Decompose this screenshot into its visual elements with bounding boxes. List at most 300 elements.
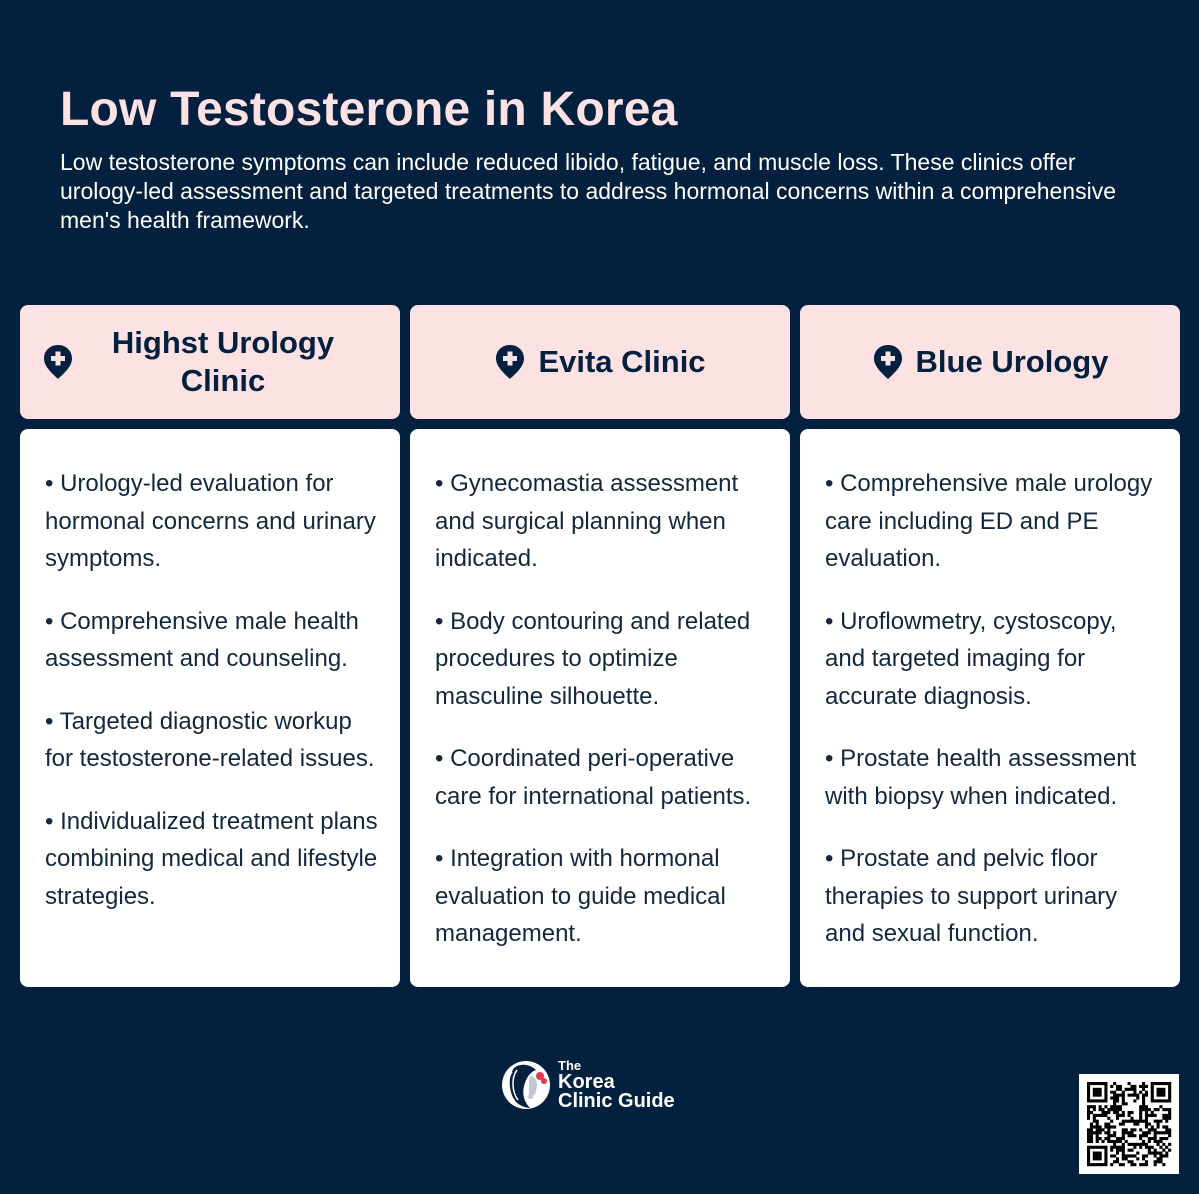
qr-module (1145, 1134, 1148, 1137)
qr-module (1136, 1094, 1139, 1097)
qr-module (1151, 1096, 1154, 1099)
qr-module (1122, 1131, 1125, 1134)
qr-module (1162, 1108, 1165, 1111)
clinic-details-blue (800, 429, 1180, 987)
clinic-header-blue (800, 305, 1180, 419)
qr-module (1157, 1088, 1160, 1091)
list-item: • Urology-led evaluation for hormonal concerns and urinary symptoms. (45, 470, 376, 572)
qr-module (1101, 1082, 1104, 1085)
qr-module (1107, 1123, 1110, 1126)
qr-module (1107, 1111, 1110, 1114)
qr-module (1101, 1111, 1104, 1114)
qr-module (1165, 1125, 1168, 1128)
qr-module (1133, 1099, 1136, 1102)
qr-module (1159, 1088, 1162, 1091)
qr-module (1139, 1111, 1142, 1114)
qr-module (1133, 1134, 1136, 1137)
qr-module (1128, 1082, 1131, 1085)
qr-module (1159, 1137, 1162, 1140)
qr-module (1122, 1091, 1125, 1094)
location-pin-plus-icon (494, 344, 526, 380)
qr-module (1122, 1094, 1125, 1097)
qr-module (1113, 1096, 1116, 1099)
qr-module (1157, 1099, 1160, 1102)
qr-module (1151, 1125, 1154, 1128)
qr-module (1157, 1143, 1160, 1146)
qr-module (1116, 1152, 1119, 1155)
qr-module (1116, 1140, 1119, 1143)
qr-module (1154, 1120, 1157, 1123)
qr-module (1133, 1163, 1136, 1166)
qr-module (1142, 1088, 1145, 1091)
qr-module (1104, 1131, 1107, 1134)
qr-module (1107, 1125, 1110, 1128)
qr-module (1113, 1140, 1116, 1143)
qr-module (1110, 1108, 1113, 1111)
qr-module (1139, 1146, 1142, 1149)
brand-logo (500, 1058, 675, 1112)
qr-module (1107, 1117, 1110, 1120)
qr-module (1139, 1105, 1142, 1108)
qr-module (1159, 1131, 1162, 1134)
qr-module (1145, 1085, 1148, 1088)
qr-module (1099, 1091, 1102, 1094)
qr-module (1133, 1146, 1136, 1149)
qr-module (1148, 1108, 1151, 1111)
qr-module (1165, 1131, 1168, 1134)
qr-module (1136, 1152, 1139, 1155)
list-item: • Comprehensive male urology care including ED and PE evaluation. (825, 470, 1153, 572)
qr-module (1087, 1088, 1090, 1091)
page-intro: Low testosterone symptoms can include reduced libido, fatigue, and muscle loss. These clinics offer urology-led assessment and targeted treatments to address hormonal concerns within a comprehensive men's health framework. (60, 149, 1117, 233)
qr-module (1122, 1137, 1125, 1140)
qr-module (1159, 1091, 1162, 1094)
qr-module (1093, 1082, 1096, 1085)
qr-module (1151, 1128, 1154, 1131)
qr-module (1096, 1091, 1099, 1094)
qr-module (1165, 1108, 1168, 1111)
qr-module (1162, 1149, 1165, 1152)
qr-module (1157, 1123, 1160, 1126)
qr-module (1142, 1085, 1145, 1088)
clinic-name: Highst Urology Clinic (111, 325, 335, 398)
qr-module (1107, 1140, 1110, 1143)
logo-face-icon (500, 1058, 552, 1112)
qr-module (1142, 1140, 1145, 1143)
qr-module (1168, 1094, 1171, 1097)
list-item: • Targeted diagnostic workup for testosterone-related issues. (45, 707, 375, 772)
qr-module (1165, 1114, 1168, 1117)
qr-module (1159, 1157, 1162, 1160)
qr-module (1087, 1094, 1090, 1097)
qr-module (1090, 1111, 1093, 1114)
qr-module (1093, 1125, 1096, 1128)
qr-module (1099, 1082, 1102, 1085)
qr-module (1142, 1134, 1145, 1137)
qr-module (1157, 1140, 1160, 1143)
qr-module (1145, 1108, 1148, 1111)
qr-module (1142, 1094, 1145, 1097)
qr-module (1119, 1137, 1122, 1140)
qr-module (1168, 1099, 1171, 1102)
qr-module (1162, 1088, 1165, 1091)
qr-module (1099, 1163, 1102, 1166)
qr-module (1104, 1149, 1107, 1152)
list-item: • Prostate health assessment with biopsy when indicated. (825, 745, 1137, 810)
qr-module (1133, 1120, 1136, 1123)
qr-module (1090, 1137, 1093, 1140)
qr-module (1142, 1157, 1145, 1160)
qr-module (1107, 1108, 1110, 1111)
qr-module (1128, 1111, 1131, 1114)
qr-module (1093, 1117, 1096, 1120)
qr-module (1130, 1111, 1133, 1114)
qr-module (1154, 1099, 1157, 1102)
qr-module (1093, 1099, 1096, 1102)
qr-module (1128, 1134, 1131, 1137)
qr-module (1087, 1114, 1090, 1117)
qr-module (1122, 1096, 1125, 1099)
list-item: • Individualized treatment plans combining medical and lifestyle strategies. (45, 807, 378, 910)
qr-module (1125, 1131, 1128, 1134)
qr-module (1130, 1143, 1133, 1146)
qr-module (1154, 1154, 1157, 1157)
qr-module (1116, 1157, 1119, 1160)
qr-module (1087, 1117, 1090, 1120)
qr-module (1154, 1082, 1157, 1085)
qr-module (1104, 1082, 1107, 1085)
qr-module (1145, 1111, 1148, 1114)
qr-module (1128, 1160, 1131, 1163)
qr-module (1119, 1163, 1122, 1166)
qr-module (1090, 1128, 1093, 1131)
qr-module (1113, 1099, 1116, 1102)
qr-module (1130, 1085, 1133, 1088)
qr-module (1162, 1154, 1165, 1157)
qr-module (1148, 1131, 1151, 1134)
qr-module (1107, 1128, 1110, 1131)
qr-module (1096, 1163, 1099, 1166)
qr-module (1130, 1160, 1133, 1163)
qr-module (1087, 1152, 1090, 1155)
qr-module (1093, 1114, 1096, 1117)
qr-module (1168, 1088, 1171, 1091)
qr-module (1119, 1085, 1122, 1088)
qr-module (1110, 1154, 1113, 1157)
qr-module (1139, 1143, 1142, 1146)
qr-module (1099, 1157, 1102, 1160)
qr-module (1148, 1140, 1151, 1143)
qr-module (1162, 1163, 1165, 1166)
clinic-columns (20, 305, 1180, 987)
qr-module (1116, 1108, 1119, 1111)
qr-code-icon (1079, 1074, 1179, 1174)
qr-module (1104, 1096, 1107, 1099)
qr-module (1151, 1152, 1154, 1155)
qr-module (1157, 1108, 1160, 1111)
qr-module (1168, 1111, 1171, 1114)
qr-module (1087, 1146, 1090, 1149)
qr-module (1099, 1088, 1102, 1091)
qr-module (1122, 1152, 1125, 1155)
qr-module (1096, 1154, 1099, 1157)
qr-module (1136, 1157, 1139, 1160)
qr-module (1142, 1082, 1145, 1085)
qr-module (1093, 1088, 1096, 1091)
qr-module (1087, 1082, 1090, 1085)
qr-module (1093, 1120, 1096, 1123)
qr-module (1104, 1157, 1107, 1160)
qr-module (1099, 1108, 1102, 1111)
qr-module (1154, 1163, 1157, 1166)
qr-module (1116, 1117, 1119, 1120)
qr-module (1168, 1143, 1171, 1146)
qr-module (1101, 1128, 1104, 1131)
qr-module (1116, 1137, 1119, 1140)
qr-module (1162, 1117, 1165, 1120)
qr-module (1116, 1096, 1119, 1099)
qr-module (1128, 1114, 1131, 1117)
qr-module (1168, 1114, 1171, 1117)
qr-module (1165, 1152, 1168, 1155)
list-item: • Uroflowmetry, cystoscopy, and targeted imaging for accurate diagnosis. (825, 607, 1117, 710)
qr-module (1113, 1094, 1116, 1097)
qr-module (1159, 1146, 1162, 1149)
qr-module (1104, 1163, 1107, 1166)
qr-module (1096, 1131, 1099, 1134)
qr-module (1122, 1123, 1125, 1126)
qr-module (1113, 1154, 1116, 1157)
qr-module (1099, 1114, 1102, 1117)
qr-module (1168, 1096, 1171, 1099)
qr-module (1165, 1117, 1168, 1120)
qr-module (1099, 1125, 1102, 1128)
qr-module (1162, 1143, 1165, 1146)
clinic-header-highst (20, 305, 400, 419)
qr-module (1099, 1146, 1102, 1149)
qr-module (1096, 1123, 1099, 1126)
qr-module (1145, 1105, 1148, 1108)
qr-module (1116, 1149, 1119, 1152)
qr-module (1110, 1120, 1113, 1123)
qr-module (1087, 1157, 1090, 1160)
qr-module (1104, 1114, 1107, 1117)
qr-module (1087, 1096, 1090, 1099)
qr-module (1151, 1082, 1154, 1085)
clinic-column-blue (800, 305, 1180, 987)
qr-module (1139, 1120, 1142, 1123)
qr-module (1090, 1105, 1093, 1108)
qr-module (1116, 1099, 1119, 1102)
qr-module (1145, 1154, 1148, 1157)
qr-module (1130, 1163, 1133, 1166)
qr-module (1142, 1102, 1145, 1105)
qr-module (1116, 1114, 1119, 1117)
qr-module (1093, 1131, 1096, 1134)
qr-module (1148, 1137, 1151, 1140)
qr-module (1119, 1105, 1122, 1108)
list-item: • Body contouring and related procedures to optimize masculine silhouette. (435, 607, 751, 710)
qr-module (1090, 1131, 1093, 1134)
qr-module (1139, 1108, 1142, 1111)
qr-module (1087, 1128, 1090, 1131)
qr-module (1165, 1128, 1168, 1131)
qr-module (1104, 1085, 1107, 1088)
qr-module (1162, 1099, 1165, 1102)
qr-module (1119, 1146, 1122, 1149)
qr-module (1096, 1157, 1099, 1160)
qr-module (1139, 1163, 1142, 1166)
qr-module (1090, 1082, 1093, 1085)
qr-module (1113, 1111, 1116, 1114)
qr-module (1165, 1082, 1168, 1085)
qr-module (1128, 1131, 1131, 1134)
qr-module (1162, 1094, 1165, 1097)
qr-module (1116, 1085, 1119, 1088)
qr-module (1139, 1117, 1142, 1120)
location-pin-plus-icon (42, 344, 74, 380)
clinic-details-highst (20, 429, 400, 987)
qr-module (1168, 1108, 1171, 1111)
qr-module (1168, 1134, 1171, 1137)
qr-module (1162, 1091, 1165, 1094)
qr-module (1122, 1099, 1125, 1102)
qr-module (1087, 1149, 1090, 1152)
qr-module (1093, 1152, 1096, 1155)
qr-module (1162, 1082, 1165, 1085)
qr-module (1090, 1140, 1093, 1143)
qr-module (1125, 1128, 1128, 1131)
clinic-name: Blue Urology (915, 344, 1109, 379)
qr-module (1122, 1111, 1125, 1114)
qr-module (1104, 1105, 1107, 1108)
qr-module (1096, 1128, 1099, 1131)
qr-module (1104, 1111, 1107, 1114)
qr-module (1154, 1134, 1157, 1137)
qr-module (1093, 1105, 1096, 1108)
qr-module (1107, 1131, 1110, 1134)
qr-module (1104, 1154, 1107, 1157)
qr-module (1168, 1085, 1171, 1088)
qr-module (1122, 1114, 1125, 1117)
qr-module (1154, 1149, 1157, 1152)
qr-module (1113, 1082, 1116, 1085)
qr-module (1087, 1154, 1090, 1157)
qr-module (1145, 1114, 1148, 1117)
qr-module (1168, 1091, 1171, 1094)
qr-module (1154, 1128, 1157, 1131)
qr-module (1087, 1105, 1090, 1108)
qr-module (1159, 1082, 1162, 1085)
qr-module (1090, 1163, 1093, 1166)
qr-module (1104, 1091, 1107, 1094)
qr-module (1162, 1114, 1165, 1117)
qr-module (1087, 1160, 1090, 1163)
qr-module (1096, 1120, 1099, 1123)
qr-module (1145, 1123, 1148, 1126)
qr-module (1142, 1143, 1145, 1146)
list-item: • Prostate and pelvic floor therapies to support urinary and sexual function. (825, 845, 1118, 947)
qr-module (1090, 1134, 1093, 1137)
qr-module (1087, 1140, 1090, 1143)
qr-module (1154, 1152, 1157, 1155)
qr-module (1145, 1091, 1148, 1094)
qr-module (1087, 1085, 1090, 1088)
qr-module (1104, 1152, 1107, 1155)
qr-module (1151, 1114, 1154, 1117)
qr-module (1099, 1094, 1102, 1097)
qr-module (1139, 1091, 1142, 1094)
qr-module (1101, 1146, 1104, 1149)
qr-module (1119, 1114, 1122, 1117)
qr-module (1165, 1146, 1168, 1149)
qr-module (1101, 1099, 1104, 1102)
qr-module (1142, 1096, 1145, 1099)
qr-module (1119, 1123, 1122, 1126)
qr-module (1142, 1154, 1145, 1157)
list-item: • Gynecomastia assessment and surgical planning when indicated. (435, 470, 739, 572)
qr-module (1099, 1105, 1102, 1108)
qr-module (1151, 1088, 1154, 1091)
qr-module (1096, 1088, 1099, 1091)
clinic-name: Evita Clinic (538, 344, 706, 379)
qr-module (1087, 1163, 1090, 1166)
qr-module (1148, 1146, 1151, 1149)
qr-module (1113, 1134, 1116, 1137)
qr-module (1096, 1134, 1099, 1137)
qr-module (1159, 1160, 1162, 1163)
qr-module (1151, 1111, 1154, 1114)
qr-module (1113, 1125, 1116, 1128)
qr-module (1168, 1117, 1171, 1120)
qr-module (1110, 1105, 1113, 1108)
logo-the: The (558, 1058, 582, 1073)
qr-module (1116, 1160, 1119, 1163)
qr-module (1154, 1137, 1157, 1140)
qr-module (1096, 1099, 1099, 1102)
qr-module (1125, 1088, 1128, 1091)
clinic-header-evita (410, 305, 790, 419)
qr-module (1128, 1154, 1131, 1157)
qr-module (1113, 1091, 1116, 1094)
qr-module (1110, 1163, 1113, 1166)
qr-module (1157, 1160, 1160, 1163)
qr-module (1104, 1088, 1107, 1091)
qr-module (1104, 1160, 1107, 1163)
qr-module (1145, 1143, 1148, 1146)
qr-module (1148, 1152, 1151, 1155)
qr-module (1145, 1120, 1148, 1123)
qr-module (1148, 1123, 1151, 1126)
qr-module (1087, 1137, 1090, 1140)
qr-module (1130, 1149, 1133, 1152)
qr-module (1122, 1128, 1125, 1131)
qr-module (1122, 1154, 1125, 1157)
qr-module (1104, 1137, 1107, 1140)
qr-module (1133, 1128, 1136, 1131)
qr-module (1087, 1131, 1090, 1134)
qr-module (1116, 1146, 1119, 1149)
qr-module (1145, 1146, 1148, 1149)
qr-module (1145, 1117, 1148, 1120)
qr-module (1125, 1154, 1128, 1157)
qr-module (1113, 1102, 1116, 1105)
qr-module (1142, 1163, 1145, 1166)
clinic-details-evita (410, 429, 790, 987)
qr-module (1099, 1137, 1102, 1140)
qr-module (1096, 1094, 1099, 1097)
qr-module (1133, 1091, 1136, 1094)
